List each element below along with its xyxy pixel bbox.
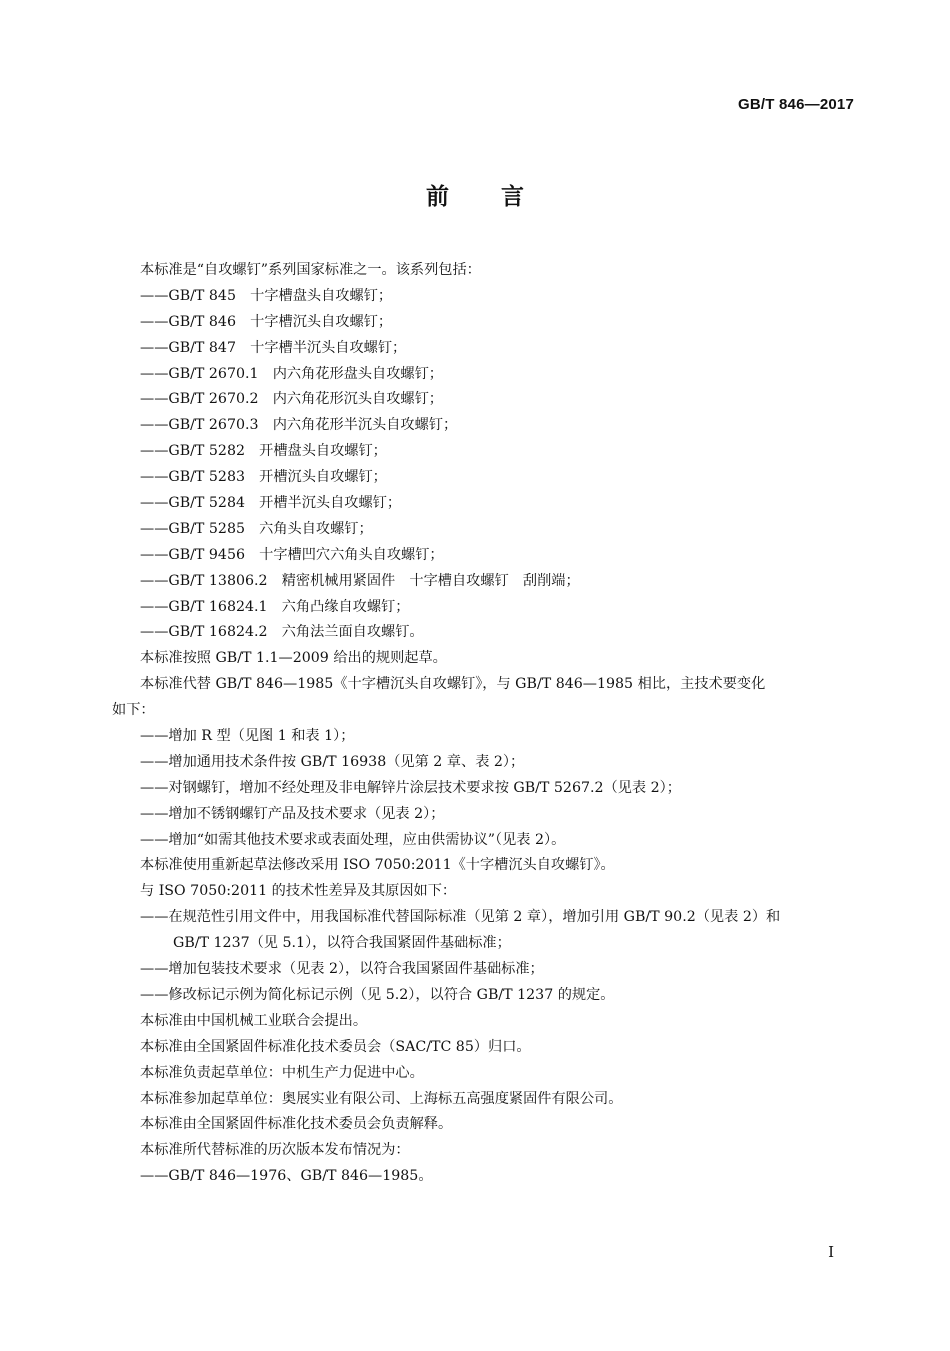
list-item: ——GB/T 845 十字槽盘头自攻螺钉； — [140, 287, 393, 304]
paragraph-line: 本标准使用重新起草法修改采用 ISO 7050:2011《十字槽沉头自攻螺钉》。 — [140, 857, 615, 874]
title-char: 言 — [501, 184, 524, 210]
paragraph-line: 本标准代替 GB/T 846—1985《十字槽沉头自攻螺钉》，与 GB/T 846—1985 相比，主技术要变化 — [140, 676, 766, 693]
list-item: ——增加“如需其他技术要求或表面处理，应由供需协议”（见表 2）。 — [140, 831, 566, 848]
list-item: ——GB/T 9456 十字槽凹穴六角头自攻螺钉； — [140, 546, 444, 563]
document-body — [112, 258, 860, 1190]
paragraph-line: 本标准是“自攻螺钉”系列国家标准之一。该系列包括： — [140, 262, 481, 278]
list-item: ——在规范性引用文件中，用我国标准代替国际标准（见第 2 章），增加引用 GB/T 90.2（见表 2）和 — [140, 909, 781, 926]
paragraph-line: 本标准参加起草单位：奥展实业有限公司、上海标五高强度紧固件有限公司。 — [140, 1090, 623, 1107]
page-number: I — [828, 1243, 834, 1261]
standard-code: GB/T 846—2017 — [738, 96, 854, 113]
list-item: ——GB/T 846—1976、GB/T 846—1985。 — [140, 1168, 433, 1185]
list-item: ——GB/T 847 十字槽半沉头自攻螺钉； — [140, 339, 407, 356]
list-item: ——GB/T 5284 开槽半沉头自攻螺钉； — [140, 495, 402, 512]
list-item: ——GB/T 5283 开槽沉头自攻螺钉； — [140, 469, 387, 486]
list-item: ——GB/T 5282 开槽盘头自攻螺钉； — [140, 443, 387, 460]
paragraph-line: 本标准由全国紧固件标准化技术委员会（SAC/TC 85）归口。 — [140, 1038, 531, 1055]
paragraph-line: 本标准由中国机械工业联合会提出。 — [140, 1012, 368, 1029]
list-item: ——对钢螺钉，增加不经处理及非电解锌片涂层技术要求按 GB/T 5267.2（见表 2）； — [140, 779, 681, 796]
title-char: 前 — [426, 184, 449, 210]
list-item: ——GB/T 2670.3 内六角花形半沉头自攻螺钉； — [140, 417, 458, 434]
list-item: ——GB/T 5285 六角头自攻螺钉； — [140, 520, 373, 537]
list-item: ——GB/T 16824.1 六角凸缘自攻螺钉； — [140, 598, 410, 615]
list-item: ——GB/T 16824.2 六角法兰面自攻螺钉。 — [140, 624, 424, 641]
list-item: ——GB/T 13806.2 精密机械用紧固件 十字槽自攻螺钉 刮削端； — [140, 572, 580, 589]
list-item: ——增加通用技术条件按 GB/T 16938（见第 2 章、表 2）； — [140, 753, 525, 770]
paragraph-line: 本标准由全国紧固件标准化技术委员会负责解释。 — [140, 1116, 453, 1133]
list-item: ——增加包装技术要求（见表 2），以符合我国紧固件基础标准； — [140, 961, 544, 978]
list-item: ——GB/T 2670.2 内六角花形沉头自攻螺钉； — [140, 391, 443, 408]
page-title — [0, 178, 950, 211]
paragraph-line: 本标准所代替标准的历次版本发布情况为： — [140, 1142, 410, 1159]
list-item-continuation: GB/T 1237（见 5.1），以符合我国紧固件基础标准； — [173, 935, 511, 952]
paragraph-line: 与 ISO 7050:2011 的技术性差异及其原因如下： — [140, 883, 457, 900]
paragraph-continuation: 如下： — [112, 702, 155, 719]
list-item: ——修改标记示例为简化标记示例（见 5.2），以符合 GB/T 1237 的规定。 — [140, 986, 615, 1003]
paragraph-line: 本标准按照 GB/T 1.1—2009 给出的规则起草。 — [140, 650, 447, 667]
list-item: ——增加 R 型（见图 1 和表 1）； — [140, 728, 355, 745]
paragraph-line: 本标准负责起草单位：中机生产力促进中心。 — [140, 1064, 424, 1081]
list-item: ——GB/T 2670.1 内六角花形盘头自攻螺钉； — [140, 365, 443, 382]
list-item: ——GB/T 846 十字槽沉头自攻螺钉； — [140, 313, 393, 330]
list-item: ——增加不锈钢螺钉产品及技术要求（见表 2）； — [140, 805, 445, 822]
